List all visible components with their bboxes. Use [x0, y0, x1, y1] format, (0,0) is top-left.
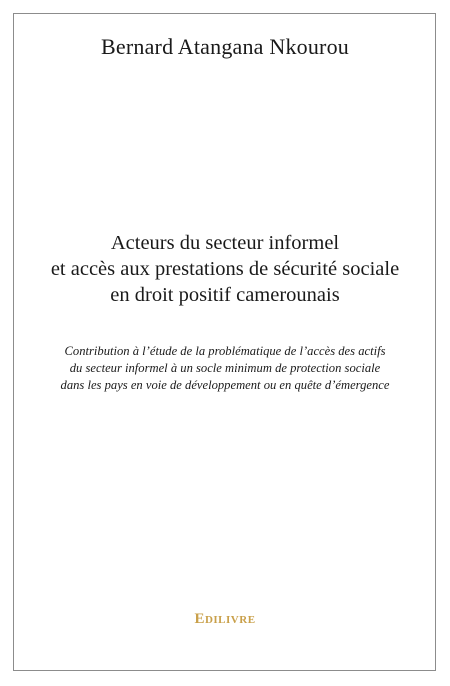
book-title — [20, 230, 430, 308]
author-name: Bernard Atangana Nkourou — [101, 34, 349, 59]
book-subtitle — [20, 343, 430, 394]
subtitle-line-3: dans les pays en voie de développement ou en quête d’émergence — [60, 378, 390, 392]
subtitle-line-2: du secteur informel à un socle minimum de protection sociale — [69, 361, 381, 375]
title-line-3: en droit positif camerounais — [110, 284, 340, 306]
publisher-logo: Edilivre — [194, 611, 256, 627]
cover-frame — [13, 13, 436, 671]
title-line-2: et accès aux prestations de sécurité sociale — [50, 258, 400, 280]
title-line-1: Acteurs du secteur informel — [110, 232, 340, 254]
subtitle-line-1: Contribution à l’étude de la problématique de l’accès des actifs — [64, 344, 386, 358]
